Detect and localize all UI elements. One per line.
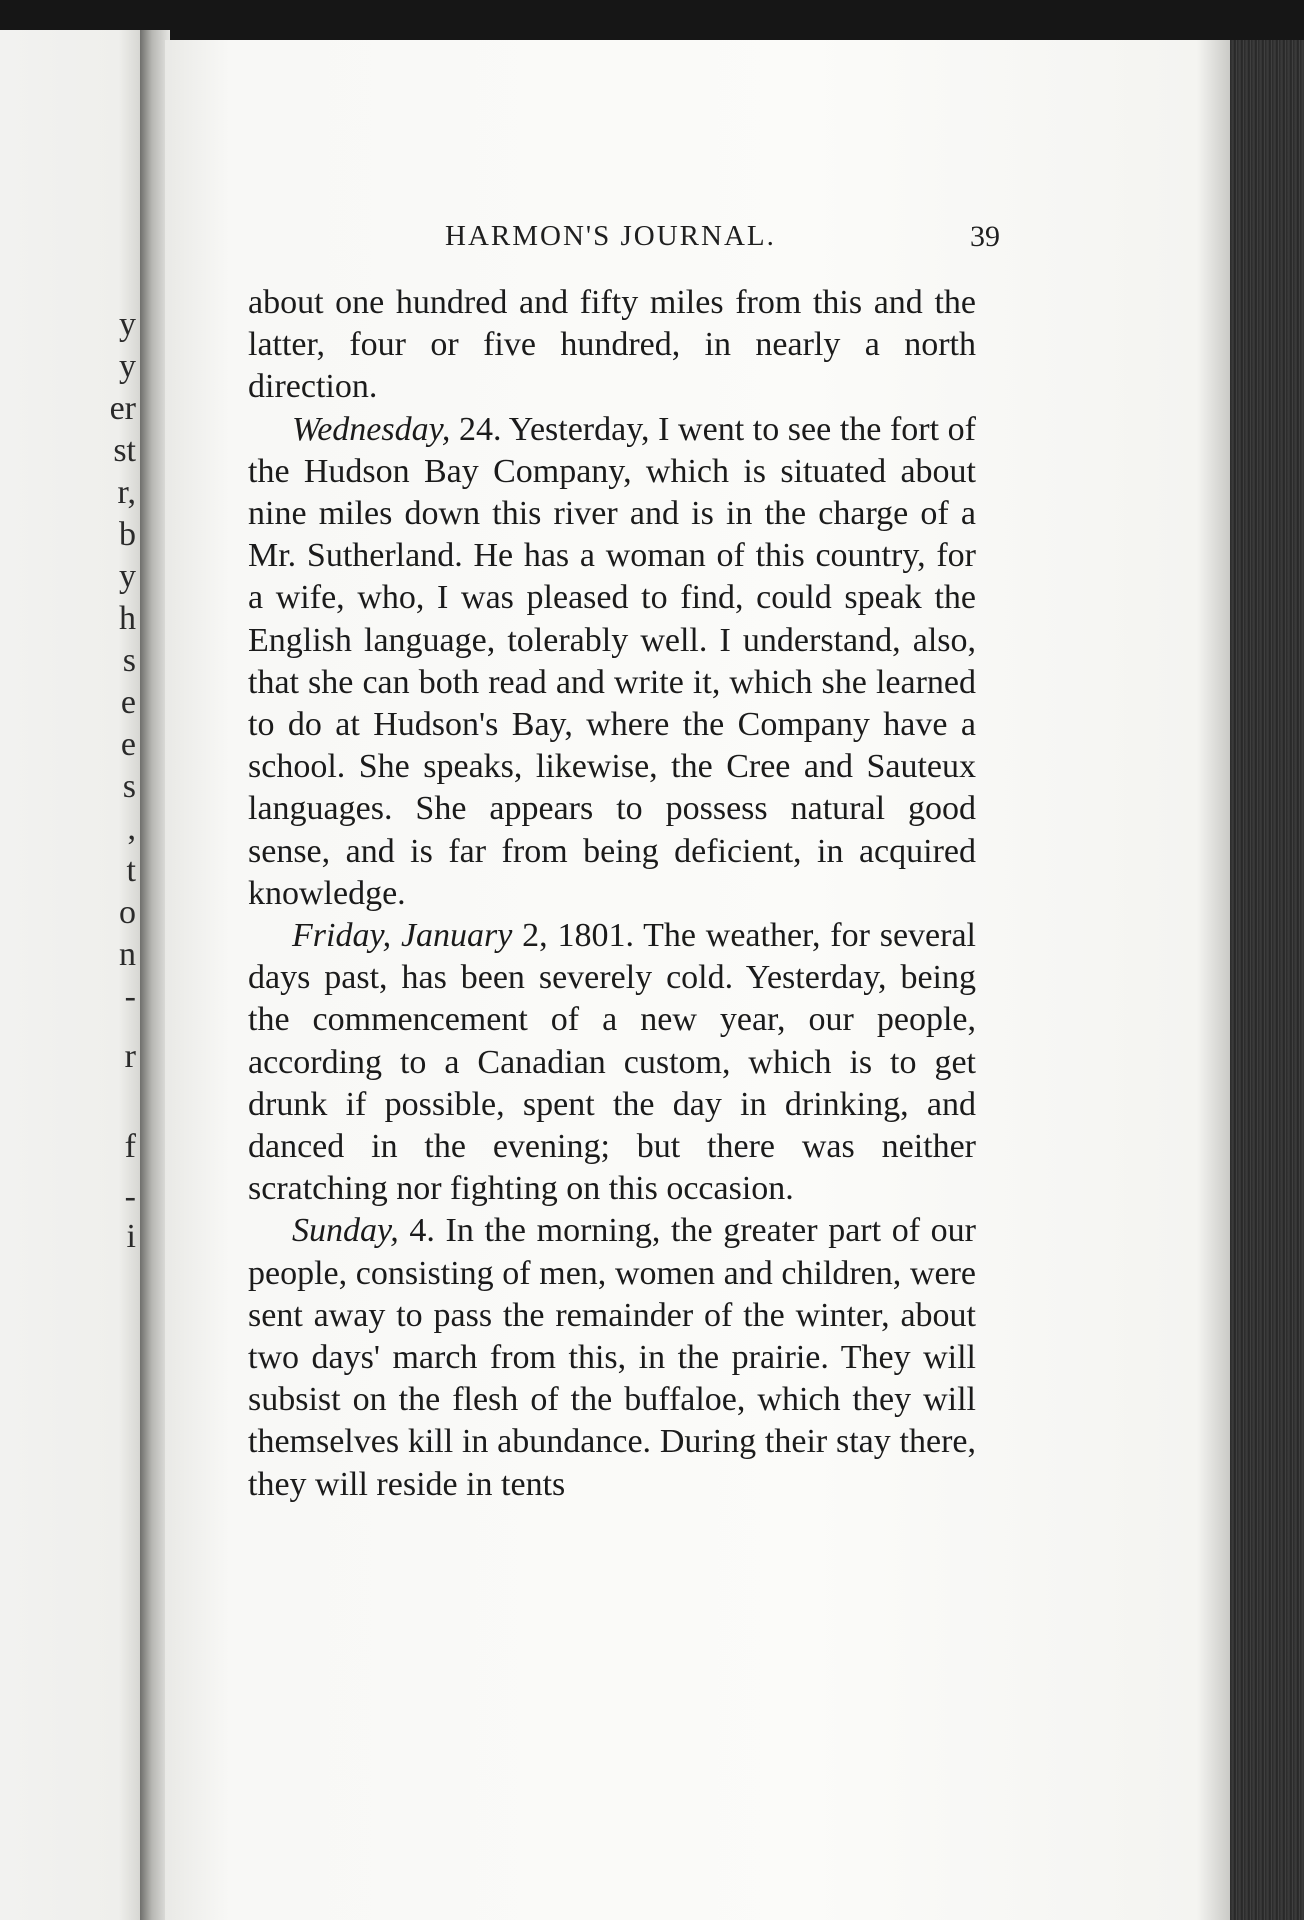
line-fragment: n (119, 936, 136, 973)
line-fragment: - (124, 978, 136, 1015)
running-head: HARMON'S JOURNAL. (445, 220, 776, 252)
entry-date: Wednesday, (292, 410, 451, 448)
page-number: 39 (970, 220, 1000, 253)
paragraph (248, 915, 976, 1210)
line-fragment: - (124, 1178, 136, 1215)
paragraph-text: 4. In the morning, the greater part of our people, consisting of men, women and children, were sent away to pass the remainder of the winter, about two days' march from this, in the prairie. They will subsist on the flesh of the buffaloe, which they will themselves kill in abundance. During their stay there, they will reside in tents (248, 1212, 976, 1503)
line-fragment: h (119, 600, 136, 637)
paragraph (248, 282, 976, 409)
paragraph-text: about one hundred and fifty miles from this and the latter, four or five hundred, in nearly a north direction. (248, 284, 976, 406)
page-edges (1230, 40, 1304, 1920)
paragraph (248, 1210, 976, 1505)
line-fragment: e (120, 684, 136, 721)
line-fragment: s (122, 768, 136, 805)
body-text (248, 282, 976, 1506)
paragraph-text: 2, 1801. The weather, for several days past, has been severely cold. Yesterday, being the commencement of a new year, our people, according to a Canadian custom, which is to get drunk if possible, spent the day in drinking, and danced in the evening; but there was neither scratching nor fighting on this occasion. (248, 917, 976, 1208)
line-fragment: s (122, 642, 136, 679)
line-fragment: t (126, 852, 136, 889)
line-fragment: y (119, 306, 136, 343)
line-fragment: f (124, 1128, 136, 1165)
entry-date: Sunday, (292, 1212, 399, 1250)
line-fragment: e (120, 726, 136, 763)
facing-page-fragment (0, 30, 148, 1920)
line-fragment: y (119, 348, 136, 385)
line-fragment: o (119, 894, 136, 931)
line-fragment: , (127, 810, 136, 847)
line-fragment: r, (117, 474, 136, 511)
line-fragment: r (124, 1038, 136, 1075)
line-fragment: b (119, 516, 136, 553)
paragraph-text: 24. Yesterday, I went to see the fort of the Hudson Bay Company, which is situated about nine miles down this river and is in the charge of a Mr. Sutherland. He has a woman of this country, for a wife, who, I was pleased to find, could speak the English language, tolerably well. I understand, also, that she can both read and write it, which she learned to do at Hudson's Bay, where the Company have a school. She speaks, likewise, the Cree and Sauteux languages. She appears to possess natural good sense, and is far from being deficient, in acquired knowledge. (248, 410, 976, 912)
line-fragment: er (109, 390, 136, 427)
line-fragment: i (126, 1218, 136, 1255)
line-fragment: y (119, 558, 136, 595)
line-fragment: st (113, 432, 136, 469)
paragraph (248, 409, 976, 915)
page-header (445, 220, 1000, 264)
entry-date: Friday, January (292, 917, 513, 955)
